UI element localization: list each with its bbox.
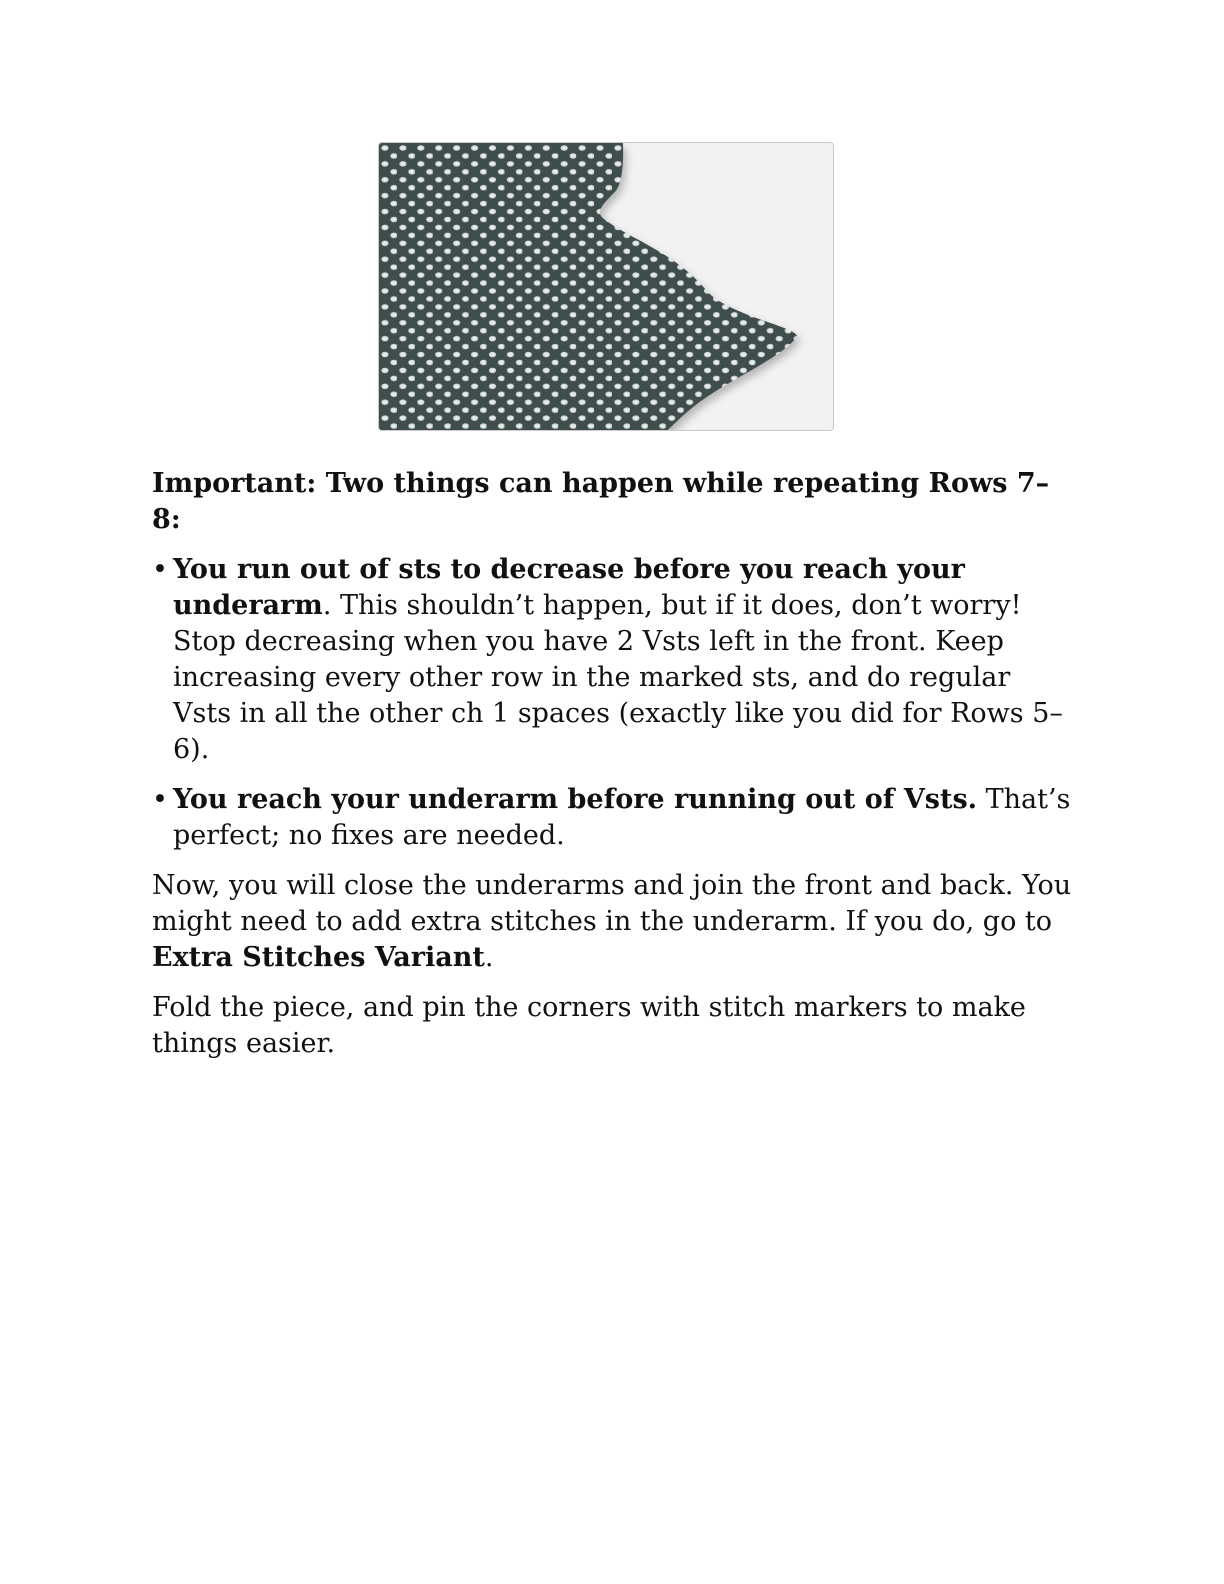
- bullet-icon: •: [152, 784, 168, 815]
- paragraph-fold-piece: Fold the piece, and pin the corners with stitch markers to make things easier.: [152, 992, 1026, 1059]
- bullet-icon: •: [152, 554, 168, 585]
- important-heading: Important: Two things can happen while repeating Rows 7–8:: [152, 468, 1050, 535]
- bullet-bold-text: You run out of sts to decrease before you reach your underarm: [173, 554, 965, 621]
- crochet-swatch-illustration: [379, 143, 833, 430]
- bullet-item-reach-underarm: [152, 782, 1072, 854]
- paragraph-text: Now, you will close the underarms and join the front and back. You might need to add extra stitches in the underarm. If you do, go to: [152, 870, 1072, 937]
- bullet-text: That’s perfect; no fixes are needed.: [173, 784, 1071, 851]
- bullet-text: . This shouldn’t happen, but if it does, don’t worry! Stop decreasing when you have 2 Vsts left in the front. Keep increasing every other row in the marked sts, and do regular Vsts in all the other ch 1 spaces (exactly like you did for Rows 5–6).: [173, 590, 1063, 765]
- document-body: [152, 466, 1072, 1076]
- bullet-item-run-out: [152, 552, 1072, 768]
- paragraph-end: .: [484, 942, 494, 973]
- bullet-list: [152, 552, 1072, 854]
- paragraph-close-underarms: [152, 868, 1072, 976]
- bullet-bold-text: You reach your underarm before running out of Vsts.: [173, 784, 978, 815]
- extra-stitches-variant-reference: Extra Stitches Variant: [152, 942, 485, 973]
- crochet-swatch-image: [378, 142, 834, 431]
